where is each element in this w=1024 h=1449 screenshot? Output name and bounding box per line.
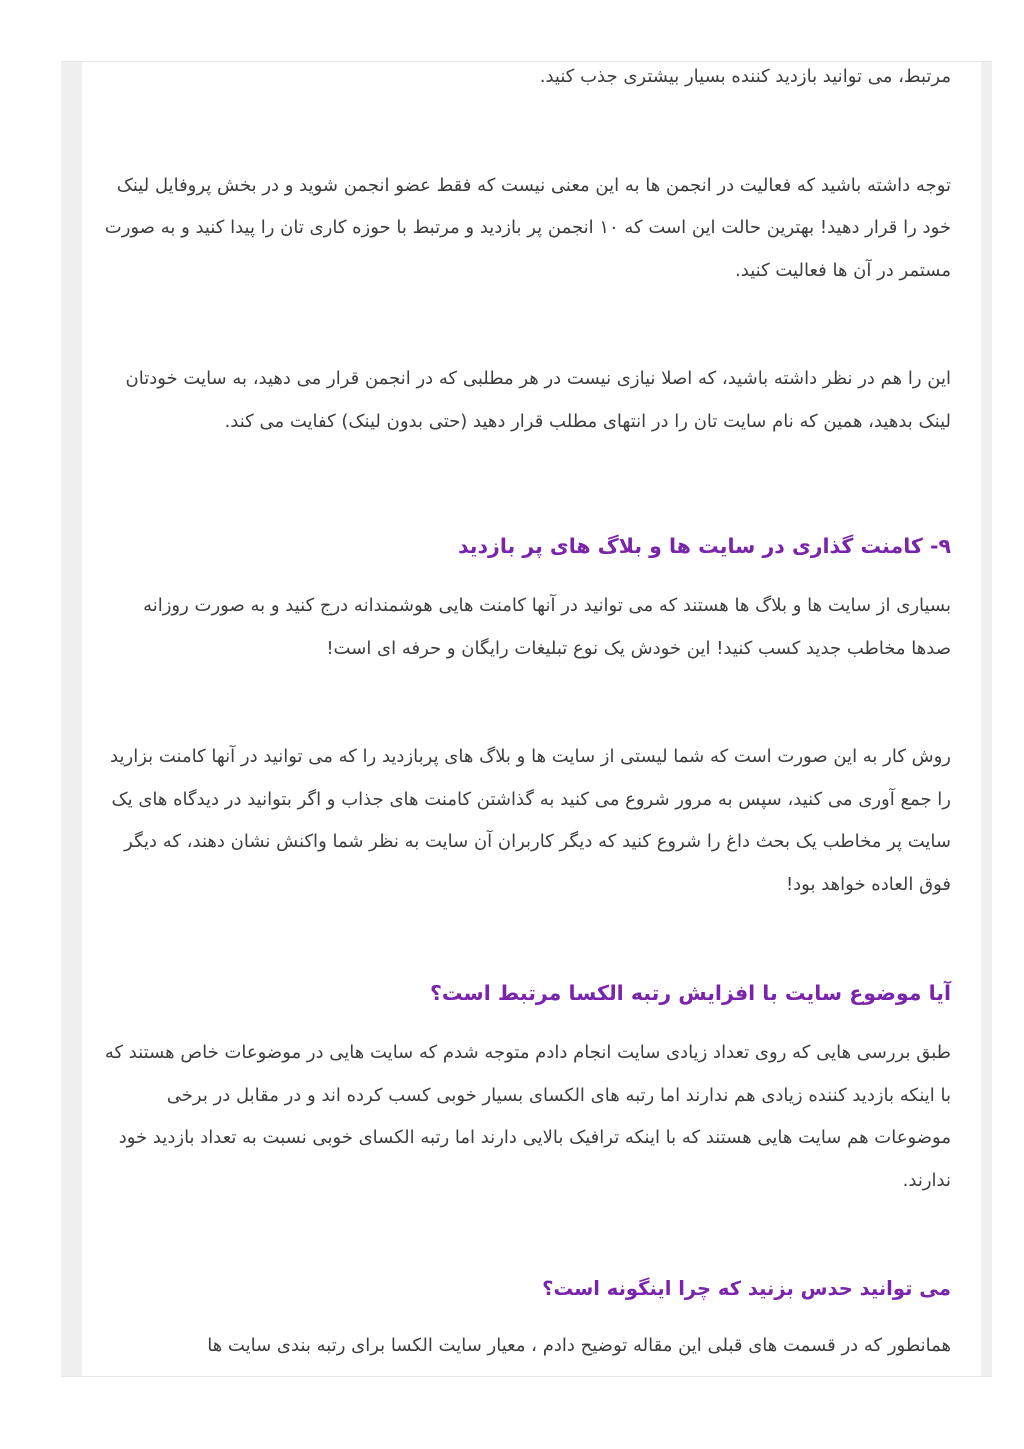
article-body [82, 62, 981, 1376]
paragraph-forum-links: این را هم در نظر داشته باشید، که اصلا نیازی نیست در هر مطلبی که در انجمن قرار می دهید، به سایت خودتان لینک بدهید، همین که نام سایت تان را در انتهای مطلب قرار دهید (حتی بدون لینک) کفایت می کند. [125, 368, 951, 432]
paragraph-intro-tail: مرتبط، می توانید بازدید کننده بسیار بیشتری جذب کنید. [539, 66, 951, 87]
heading-commenting: ۹- کامنت گذاری در سایت ها و بلاگ های پر بازدید [457, 534, 951, 558]
heading-guess-why: می توانید حدس بزنید که چرا اینگونه است؟ [542, 1277, 951, 1300]
paragraph-alexa-criteria: همانطور که در قسمت های قبلی این مقاله توضیح دادم ، معیار سایت الکسا برای رتبه بندی سایت ها [207, 1335, 951, 1356]
paragraph-forum-activity: توجه داشته باشید که فعالیت در انجمن ها به این معنی نیست که فقط عضو انجمن شوید و در بخش پروفایل لینک خود را قرار دهید! بهترین حالت این است که ۱۰ انجمن پر بازدید و مرتبط با حوزه کاری تان را پیدا کنید و به صورت مستمر در آن ها فعالیت کنید. [104, 174, 951, 281]
paragraph-commenting-method: روش کار به این صورت است که شما لیستی از سایت ها و بلاگ های پربازدید را که می توانید در آنها کامنت بزارید را جمع آوری می کنید، سپس به مرور شروع می کنید به گذاشتن کامنت های جذاب و اگر بتوانید در دیدگاه های یک سایت پر مخاطب یک بحث داغ را شروع کنید که دیگر کاربران آن سایت به نظر شما واکنش نشان دهند، که دیگر فوق العاده خواهد بود! [110, 746, 951, 895]
heading-topic-relation: آیا موضوع سایت با افزایش رتبه الکسا مرتبط است؟ [429, 981, 951, 1005]
paragraph-commenting-intro: بسیاری از سایت ها و بلاگ ها هستند که می توانید در آنها کامنت هایی هوشمندانه درج کنید و به صورت روزانه صدها مخاطب جدید کسب کنید! این خودش یک نوع تبلیغات رایگان و حرفه ای است! [143, 595, 951, 659]
page-frame [61, 61, 992, 1377]
paragraph-topic-relation: طبق بررسی هایی که روی تعداد زیادی سایت انجام دادم متوجه شدم که سایت هایی در موضوعات خاص هستند که با اینکه بازدید کننده زیادی هم ندارند اما رتبه های الکسای بسیار خوبی کسب کرده اند و در مقابل در برخی موضوعات هم سایت هایی هستند که با اینکه ترافیک بالایی دارند اما رتبه الکسای خوبی نسبت به تعداد بازدید خود ندارند. [104, 1042, 951, 1191]
article-content [101, 62, 951, 1368]
